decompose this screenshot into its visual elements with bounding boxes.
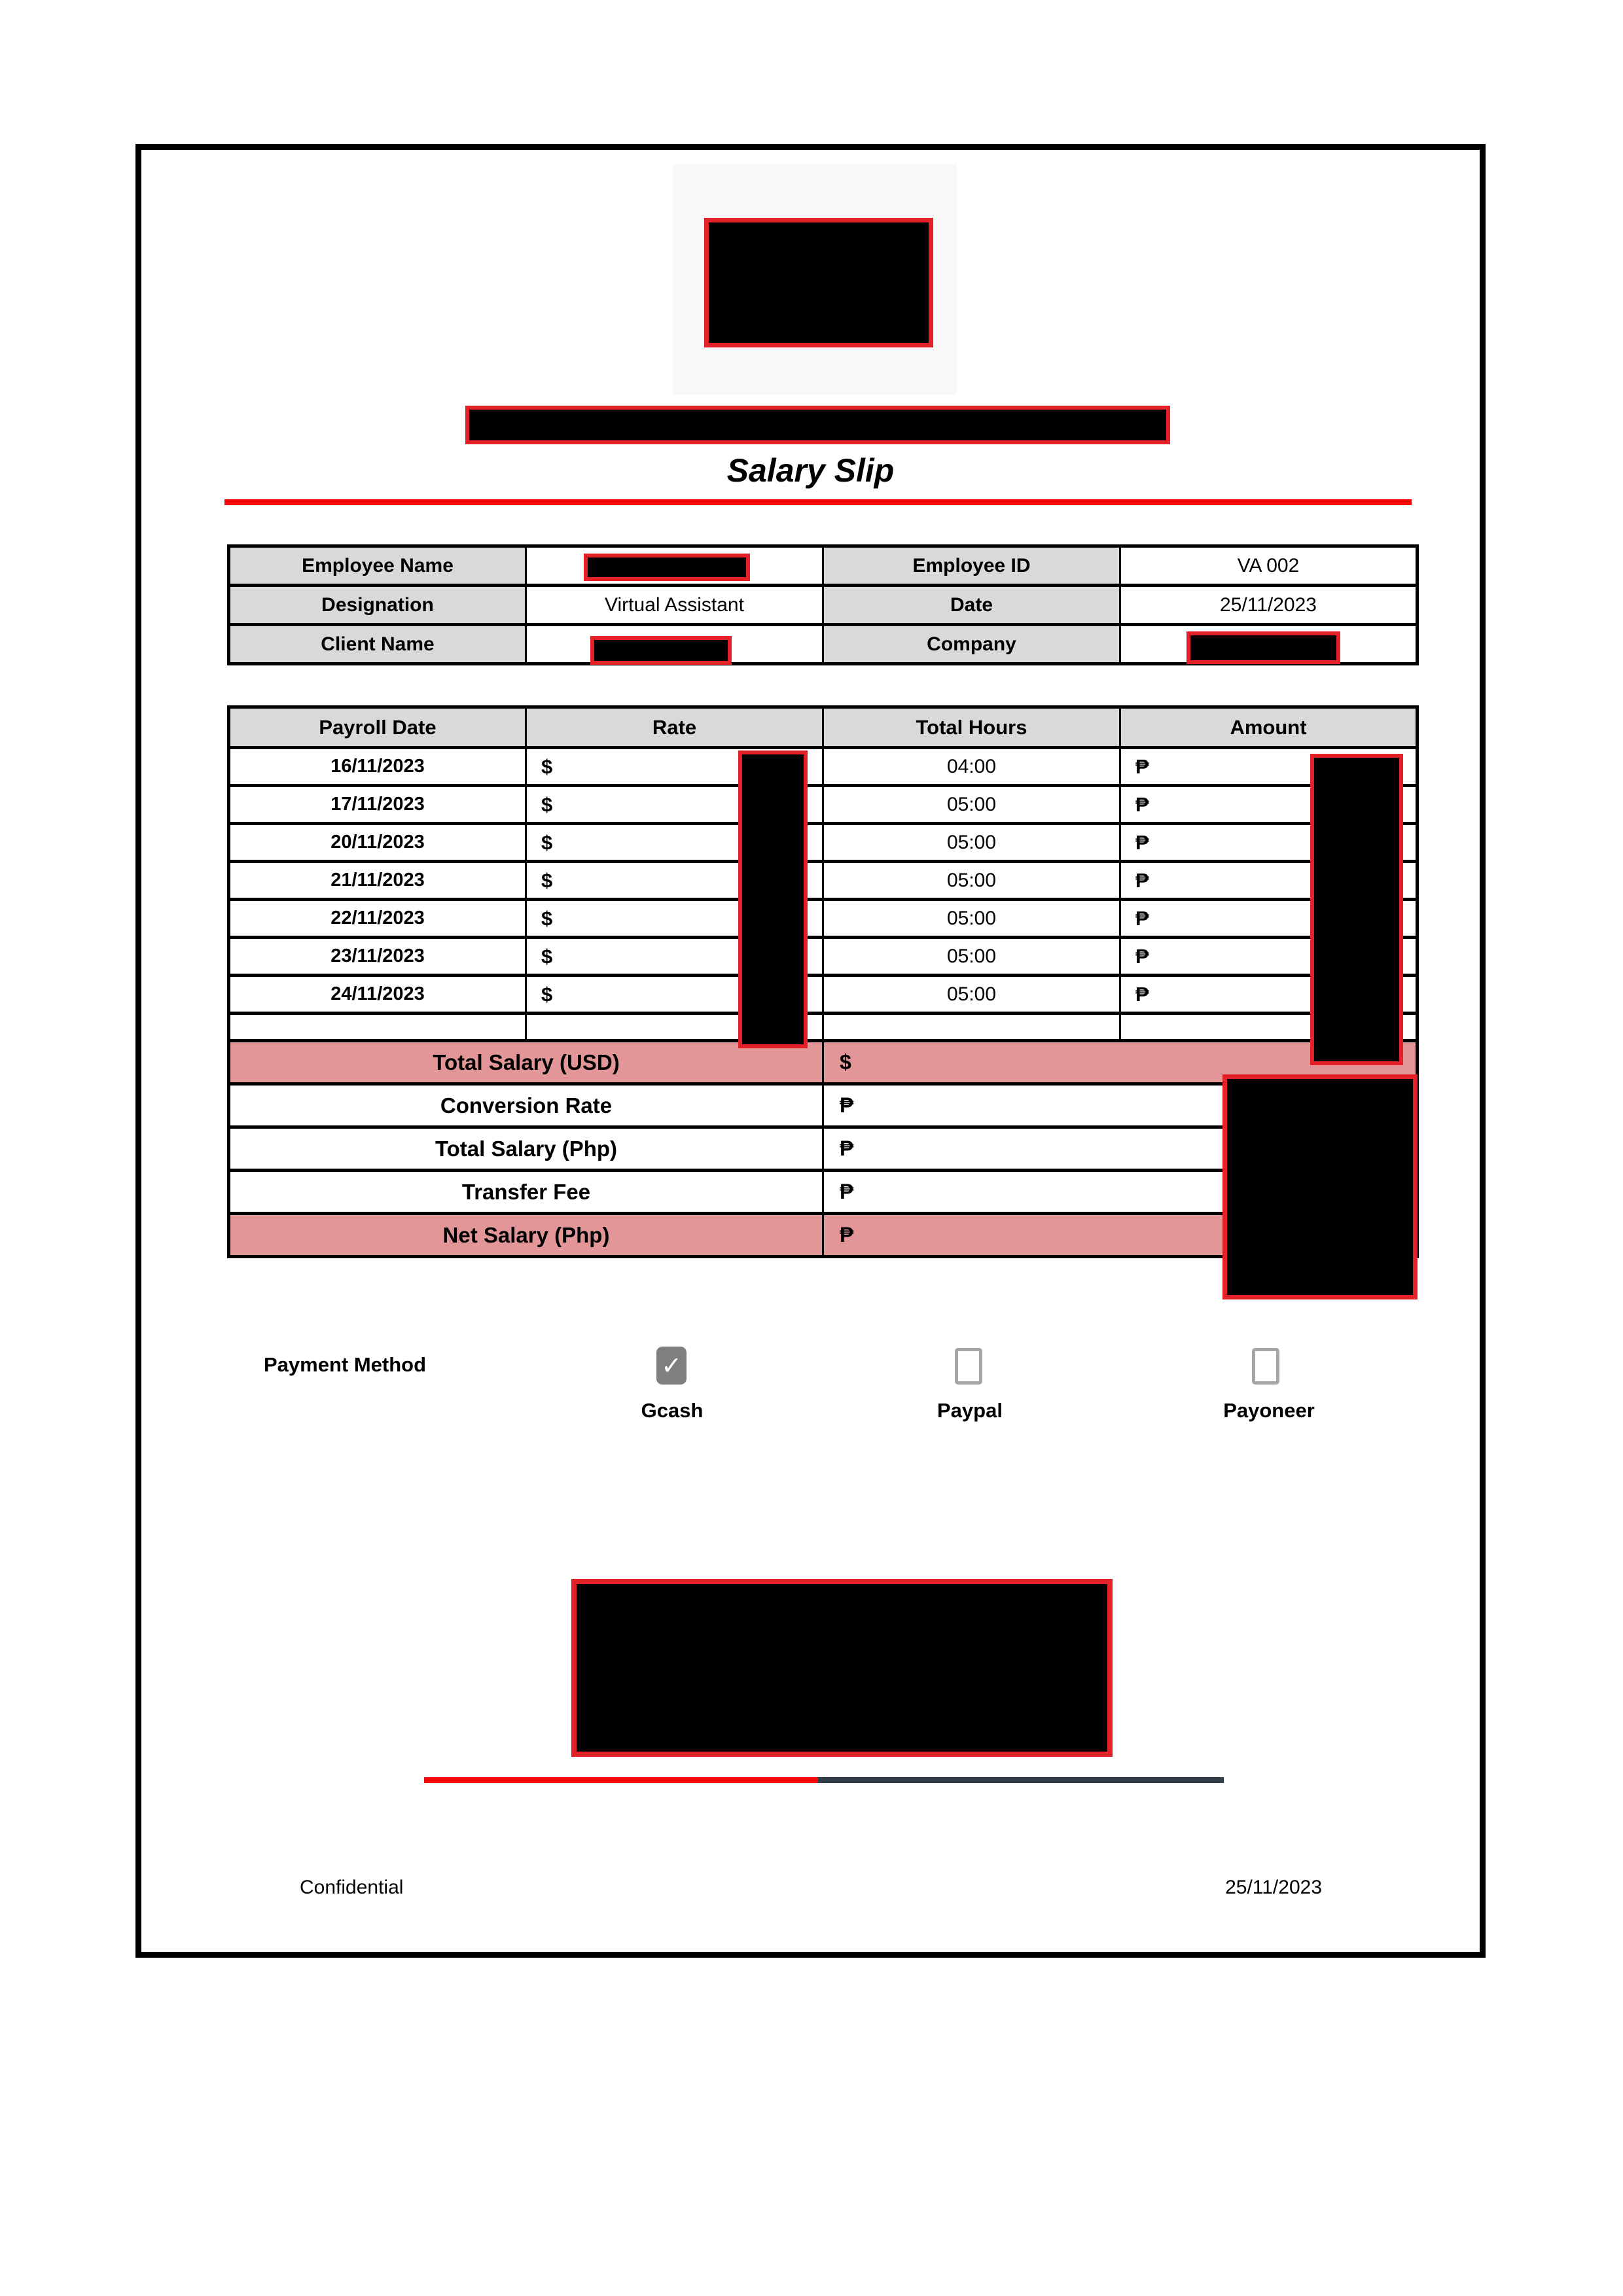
employee-name-redacted: [584, 554, 750, 581]
total-salary-usd-value: $: [823, 1041, 1418, 1084]
table-header-row: [229, 707, 1418, 748]
date-label: Date: [823, 586, 1120, 625]
logo-background: [673, 164, 957, 395]
rate-header: Rate: [526, 707, 823, 748]
amount-currency: ₱: [1120, 748, 1418, 786]
table-row: [229, 546, 1418, 586]
table-row: [229, 862, 1418, 900]
transfer-fee-value: ₱: [823, 1171, 1418, 1214]
gcash-checkbox[interactable]: [656, 1347, 687, 1385]
paypal-checkbox[interactable]: [955, 1348, 982, 1385]
page-title: Salary Slip: [726, 452, 895, 489]
payroll-date-header: Payroll Date: [229, 707, 526, 748]
total-hours: 05:00: [823, 976, 1120, 1014]
payroll-date: 17/11/2023: [229, 786, 526, 824]
amount-currency: ₱: [1120, 976, 1418, 1014]
amount-header: Amount: [1120, 707, 1418, 748]
total-salary-php-label: Total Salary (Php): [229, 1127, 823, 1171]
title-underline: [224, 499, 1412, 505]
table-row: [229, 586, 1418, 625]
empty-row: [229, 1014, 1418, 1041]
client-name-redacted: [590, 636, 732, 665]
company-logo-redacted: [704, 218, 933, 347]
payoneer-checkbox[interactable]: [1252, 1348, 1279, 1385]
designation-value: Virtual Assistant: [526, 586, 823, 625]
total-hours: 05:00: [823, 786, 1120, 824]
client-name-label: Client Name: [229, 625, 526, 664]
payroll-date: 24/11/2023: [229, 976, 526, 1014]
amount-values-redacted: [1310, 754, 1403, 1065]
signature-line-red-segment: [424, 1777, 818, 1783]
rate-currency: $: [526, 824, 823, 862]
payroll-date: 21/11/2023: [229, 862, 526, 900]
rate-values-redacted: [738, 751, 808, 1048]
table-row: [229, 900, 1418, 938]
conversion-rate-label: Conversion Rate: [229, 1084, 823, 1127]
amount-currency: ₱: [1120, 938, 1418, 976]
signature-line-dark-segment: [818, 1777, 1224, 1783]
confidential-footer: Confidential: [300, 1877, 404, 1898]
rate-currency: $: [526, 900, 823, 938]
payroll-date: 20/11/2023: [229, 824, 526, 862]
payroll-date: 23/11/2023: [229, 938, 526, 976]
amount-currency: ₱: [1120, 824, 1418, 862]
net-salary-php-label: Net Salary (Php): [229, 1214, 823, 1257]
rate-currency: $: [526, 938, 823, 976]
checkmark-icon: ✓: [661, 1352, 682, 1380]
employee-name-label: Employee Name: [229, 546, 526, 586]
total-hours: 04:00: [823, 748, 1120, 786]
payment-method-label: Payment Method: [264, 1353, 427, 1376]
payoneer-label: Payoneer: [1223, 1399, 1315, 1422]
rate-currency: $: [526, 786, 823, 824]
rate-currency: $: [526, 976, 823, 1014]
table-row: [229, 748, 1418, 786]
transfer-fee-label: Transfer Fee: [229, 1171, 823, 1214]
footer-date: 25/11/2023: [1225, 1877, 1322, 1898]
total-salary-php-value: ₱: [823, 1127, 1418, 1171]
total-hours: 05:00: [823, 824, 1120, 862]
designation-label: Designation: [229, 586, 526, 625]
summary-values-redacted: [1222, 1074, 1418, 1299]
amount-currency: ₱: [1120, 862, 1418, 900]
employee-id-label: Employee ID: [823, 546, 1120, 586]
company-redacted: [1186, 631, 1340, 664]
conversion-rate-value: ₱: [823, 1084, 1418, 1127]
net-salary-php-value: ₱: [823, 1214, 1418, 1257]
total-salary-usd-label: Total Salary (USD): [229, 1041, 823, 1084]
paypal-label: Paypal: [937, 1399, 1003, 1422]
total-hours: 05:00: [823, 862, 1120, 900]
table-row: [229, 938, 1418, 976]
payroll-date: 22/11/2023: [229, 900, 526, 938]
company-name-redacted-bar: [465, 406, 1170, 444]
date-value: 25/11/2023: [1120, 586, 1418, 625]
amount-currency: ₱: [1120, 786, 1418, 824]
amount-currency: ₱: [1120, 900, 1418, 938]
total-hours: 05:00: [823, 938, 1120, 976]
total-hours-header: Total Hours: [823, 707, 1120, 748]
total-hours: 05:00: [823, 900, 1120, 938]
payroll-date: 16/11/2023: [229, 748, 526, 786]
table-row: [229, 976, 1418, 1014]
gcash-label: Gcash: [641, 1399, 704, 1422]
company-label: Company: [823, 625, 1120, 664]
rate-currency: $: [526, 748, 823, 786]
table-row: [229, 824, 1418, 862]
rate-currency: $: [526, 862, 823, 900]
table-row: [229, 786, 1418, 824]
signature-redacted: [571, 1579, 1113, 1757]
employee-id-value: VA 002: [1120, 546, 1418, 586]
